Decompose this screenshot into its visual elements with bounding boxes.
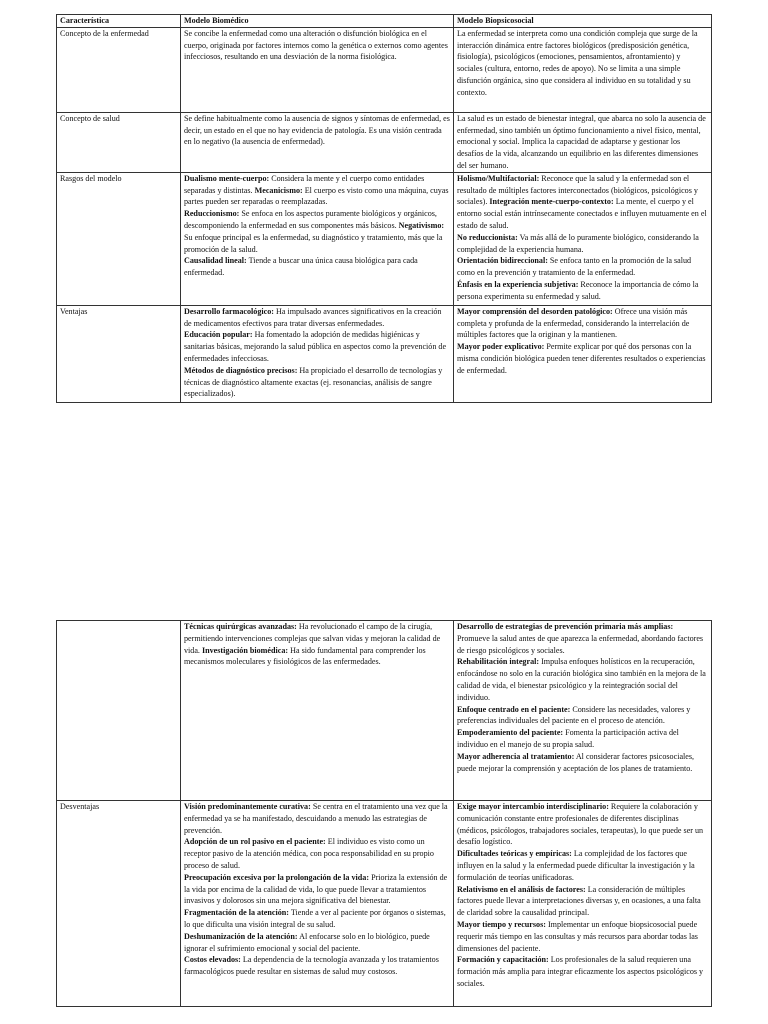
cell-biomedico: Se concibe la enfermedad como una alteración o disfunción biológica en el cuerpo, originada por factores internos como la genética o externos como agentes infecciosos, resultando en una desviación de la norma fisiológica. [181,27,454,112]
item: Mayor poder explicativo: Permite explicar por qué dos personas con la misma condición biológica pueden tener diferentes resultados o experiencias de enfermedad. [457,342,706,375]
item: Mayor comprensión del desorden patológico: Ofrece una visión más completa y profunda de la enfermedad, considerando la interrelación de múltiples factores que la originan y la mantienen. [457,306,690,340]
item: No reduccionista: Va más allá de lo puramente biológico, considerando la complejidad de la experiencia humana. [457,232,699,254]
item: Adopción de un rol pasivo en el paciente: El individuo es visto como un receptor pasivo de la atención médica, con poca responsabilidad en su propio proceso de salud. [184,837,434,870]
item: Deshumanización de la atención: Al enfocarse solo en lo biológico, puede ignorar el sufrimiento emocional y social del paciente. [184,931,430,953]
item: Desarrollo de estrategias de prevención primaria más amplias: Promueve la salud antes de que aparezca la enfermedad, abordando factores de riesgo psicológicos y sociales. [457,622,704,655]
item: Empoderamiento del paciente: Fomenta la participación activa del individuo en el manejo de su propia salud. [457,728,679,749]
item: Énfasis en la experiencia subjetiva: Reconoce la importancia de cómo la persona experimenta su enfermedad y salud. [457,279,699,301]
row-label: Concepto de la enfermedad [57,27,181,112]
row-desventajas [57,801,712,1007]
item: Educación popular: Ha fomentado la adopción de medidas higiénicas y sanitarias básicas, mejorando la salud pública en aspectos como la prevención de enfermedades infecciosas. [184,330,447,363]
cell-biomedico [181,172,454,305]
item: Mayor adherencia al tratamiento: Al considerar factores psicosociales, puede mejorar la comprensión y aceptación de los planes de tratamiento. [457,751,695,773]
item: Relativismo en el análisis de factores: La consideración de múltiples factores puede llevar a interpretaciones diversas y, en ocasiones, a una falta de claridad sobre la causalidad principal. [457,884,701,918]
cell-biomedico: Se define habitualmente como la ausencia de signos y síntomas de enfermedad, es decir, un estado en el que no hay evidencia de patología. Es una visión centrada en lo negativo (la ausencia de enfermedad). [181,112,454,172]
header-caracteristica: Característica [57,15,181,28]
cell-biopsicosocial [454,172,712,305]
item: Dificultades teóricas y empíricas: La complejidad de los factores que influyen en la salud y la enfermedad puede dificultar la investigación y la formulación de teorías unificadoras. [457,849,695,882]
item: Mayor tiempo y recursos: Implementar un enfoque biopsicosocial puede requerir más tiempo en las consultas y más recursos para abordar todas las dimensiones del paciente. [457,919,698,953]
header-modelo-biomedico: Modelo Biomédico [181,15,454,28]
row-rasgos-modelo [57,172,712,305]
row-label: Rasgos del modelo [57,172,181,305]
row-concepto-salud [57,112,712,172]
comparison-table-part-1 [56,14,712,403]
cell-biopsicosocial [454,621,712,801]
item: Métodos de diagnóstico precisos: Ha propiciado el desarrollo de tecnologías y técnicas de diagnóstico altamente exactas (ej. resonancias, análisis de sangre especializados). [184,365,443,399]
item: Holismo/Multifactorial: Reconoce que la salud y la enfermedad son el resultado de múltiples factores interconectados (biológicos, psicológicos y sociales). Integración mente-cuerpo-contexto: La mente, el cuerpo y el entorno social están intrínsecamente conectados e influyen mutuamente en el estado de salud. [457,173,707,230]
item: Dualismo mente-cuerpo: Considera la mente y el cuerpo como entidades separadas y distintas. Mecanicismo: El cuerpo es visto como una máquina, cuyas partes pueden ser reparadas o reemplazadas. [184,173,449,207]
cell-biopsicosocial: La enfermedad se interpreta como una condición compleja que surge de la interacción dinámica entre factores biológicos (predisposición genética, fisiología), psicológicos (emociones, pensamientos, afrontamiento) y sociales (cultura, entorno, redes de apoyo). No se limita a una simple disfunción orgánica, sino que considera al individuo en su totalidad y su contexto. [454,27,712,112]
item: Enfoque centrado en el paciente: Considere las necesidades, valores y preferencias individuales del paciente en el proceso de atención. [457,704,691,726]
item: Causalidad lineal: Tiende a buscar una única causa biológica para cada enfermedad. [184,256,418,278]
cell-biomedico [181,801,454,1007]
row-concepto-enfermedad [57,27,712,112]
item: Orientación bidireccional: Se enfoca tanto en la promoción de la salud como en la prevención y tratamiento de la enfermedad. [457,256,692,278]
header-modelo-biopsicosocial: Modelo Biopsicosocial [454,15,712,28]
item: Preocupación excesiva por la prolongación de la vida: Prioriza la extensión de la vida por encima de la calidad de vida, lo que puede llevar a tratamientos invasivos y dolorosos sin una mejora significativa del bienestar. [184,872,448,906]
item: Técnicas quirúrgicas avanzadas: Ha revolucionado el campo de la cirugía, permitiendo intervenciones complejas que salvan vidas y mejoran la calidad de vida. Investigación biomédica: Ha sido fundamental para comprender los mecanismos moleculares y fisiológicos de las enfermedades. [184,622,441,667]
row-ventajas-continued [57,621,712,801]
item: Rehabilitación integral: Impulsa enfoques holísticos en la recuperación, enfocándose no solo en la curación biológica sino también en la mejora de la calidad de vida, el bienestar psicológico y la reintegración social del individuo. [457,657,706,702]
comparison-table-part-2 [56,620,712,1007]
item: Fragmentación de la atención: Tiende a ver al paciente por órganos o sistemas, lo que dificulta una visión integral de su salud. [184,908,446,929]
header-row [57,15,712,28]
item: Desarrollo farmacológico: Ha impulsado avances significativos en la creación de medicamentos efectivos para tratar diversas enfermedades. [184,306,442,328]
row-label: Concepto de salud [57,112,181,172]
item: Reduccionismo: Se enfoca en los aspectos puramente biológicos y orgánicos, descomponiendo la enfermedad en sus componentes más básicos. Negativismo: Su enfoque principal es la enfermedad, su diagnóstico y tratamiento, más que la promoción de la salud. [184,209,445,254]
item: Costos elevados: La dependencia de la tecnología avanzada y los tratamientos farmacológicos puede resultar en sistemas de salud muy costosos. [184,955,439,977]
item: Visión predominantemente curativa: Se centra en el tratamiento una vez que la enfermedad ya se ha manifestado, descuidando a menudo las estrategias de prevención. [184,802,448,835]
row-label: Desventajas [57,801,181,1007]
cell-biopsicosocial: La salud es un estado de bienestar integral, que abarca no solo la ausencia de enfermedad, sino también un óptimo funcionamiento a nivel físico, mental, emocional y social. Implica la capacidad de adaptarse y gestionar los desafíos de la vida, alcanzando un equilibrio en las diferentes dimensiones del ser humano. [454,112,712,172]
cell-biomedico [181,305,454,402]
cell-biomedico [181,621,454,801]
item: Exige mayor intercambio interdisciplinario: Requiere la colaboración y comunicación constante entre profesionales de diferentes disciplinas (médicos, psicólogos, trabajadores sociales, terapeutas), lo que puede ser un desafío logístico. [457,802,704,847]
row-ventajas [57,305,712,402]
cell-biopsicosocial [454,801,712,1007]
item: Formación y capacitación: Los profesionales de la salud requieren una formación más amplia para integrar eficazmente los aspectos psicológicos y sociales. [457,955,704,988]
row-label-empty [57,621,181,801]
row-label: Ventajas [57,305,181,402]
cell-biopsicosocial [454,305,712,402]
